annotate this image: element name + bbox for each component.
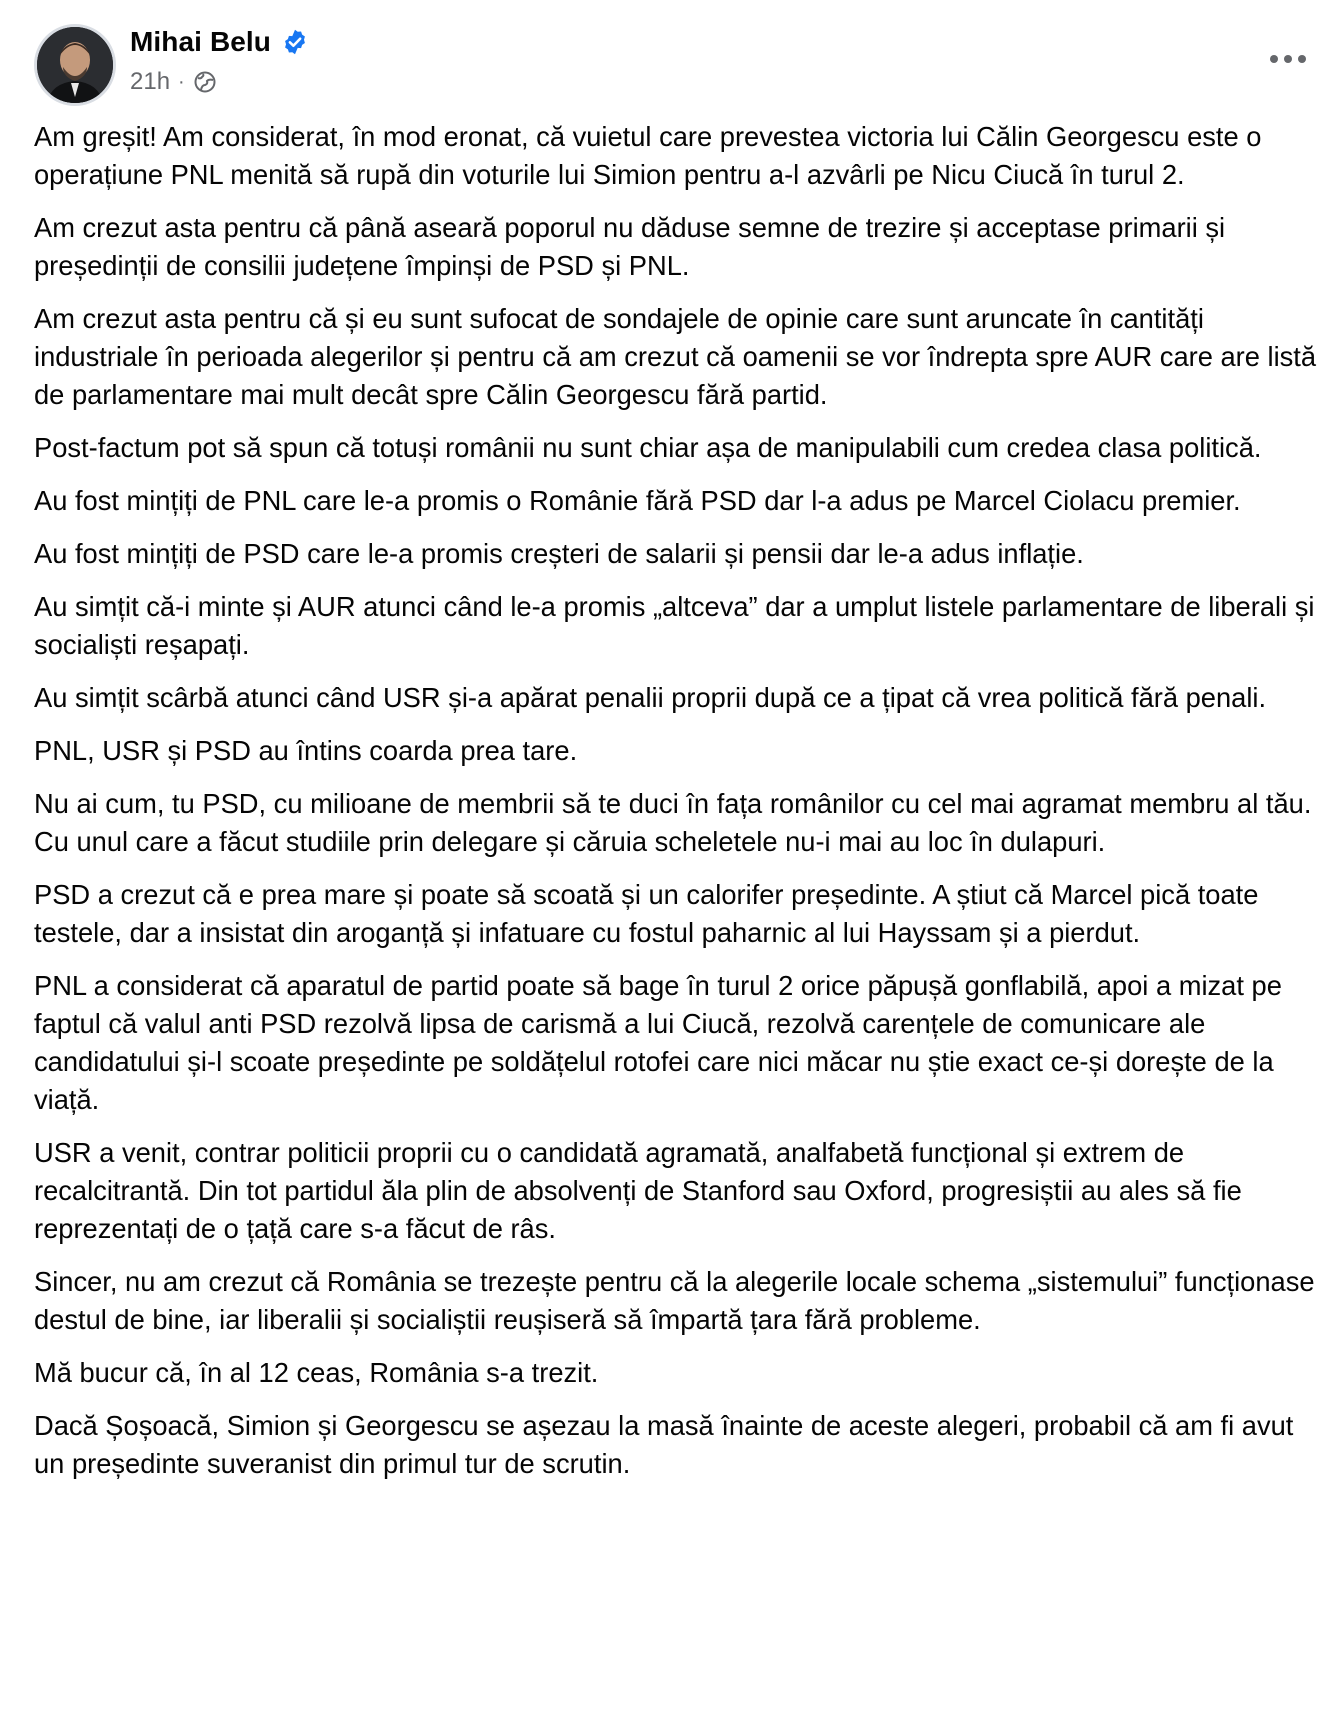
post-paragraph: Sincer, nu am crezut că România se trezește pentru că la alegerile locale schema „sistemului” funcționase destul de bine, iar liberalii și socialiștii reușiseră să împartă țara fără probleme. <box>34 1266 1315 1335</box>
post-paragraph: PNL a considerat că aparatul de partid poate să bage în turul 2 orice păpușă gonflabilă, apoi a mizat pe faptul că valul anti PSD rezolvă lipsa de carismă a lui Ciucă, rezolvă carențele de comunicare ale candidatului și-l scoate președinte pe soldățelul rotofei care nici măcar nu știe exact ce-și dorește de la viață. <box>34 970 1282 1115</box>
post-paragraph: Au simțit că-i minte și AUR atunci când le-a promis „altceva” dar a umplut listele parlamentare de liberali și socialiști reșapați. <box>34 591 1315 660</box>
post-paragraph: PSD a crezut că e prea mare și poate să scoată și un calorifer președinte. A știut că Marcel pică toate testele, dar a insistat din aroganță și infatuare cu fostul paharnic al lui Hayssam și a pierdut. <box>34 879 1259 948</box>
avatar-image <box>37 27 113 103</box>
author-line <box>130 26 309 58</box>
post-paragraph: Au simțit scârbă atunci când USR și-a apărat penalii proprii după ce a țipat că vrea politică fără penali. <box>34 682 1267 713</box>
post-paragraph: Au fost mințiți de PSD care le-a promis creșteri de salarii și pensii dar le-a adus inflație. <box>34 538 1084 569</box>
post-paragraph: Am crezut asta pentru că până aseară poporul nu dăduse semne de trezire și acceptase primarii și președinții de consilii județene împinși de PSD și PNL. <box>34 212 1226 281</box>
post-header <box>0 0 1342 120</box>
post-paragraph: Mă bucur că, în al 12 ceas, România s-a trezit. <box>34 1357 599 1388</box>
author-avatar[interactable] <box>34 24 116 106</box>
author-name[interactable]: Mihai Belu <box>130 26 272 57</box>
meta-separator: · <box>178 70 185 93</box>
post-paragraph: Au fost mințiți de PNL care le-a promis o Românie fără PSD dar l-a adus pe Marcel Ciolacu premier. <box>34 485 1241 516</box>
post-body <box>34 118 1324 1498</box>
post-paragraph: Am crezut asta pentru că și eu sunt sufocat de sondajele de opinie care sunt aruncate în cantități industriale în perioada alegerilor și pentru că am crezut că oamenii se vor îndrepta spre AUR care are listă de parlamentare mai mult decât spre Călin Georgescu fără partid. <box>34 303 1317 410</box>
more-options-icon[interactable] <box>1258 36 1318 82</box>
post-paragraph: PNL, USR și PSD au întins coarda prea tare. <box>34 735 578 766</box>
post-paragraph: Post-factum pot să spun că totuși românii nu sunt chiar așa de manipulabili cum credea clasa politică. <box>34 432 1262 463</box>
post-timestamp[interactable]: 21h <box>130 68 171 95</box>
post-paragraph: USR a venit, contrar politicii proprii cu o candidată agramată, analfabetă funcțional și extrem de recalcitrantă. Din tot partidul ăla plin de absolvenți de Stanford sau Oxford, progresiștii au ales să fie reprezentați de o țață care s-a făcut de râs. <box>34 1137 1242 1244</box>
verified-badge-icon <box>281 28 309 56</box>
post-paragraph: Am greșit! Am considerat, în mod eronat, că vuietul care prevestea victoria lui Călin Georgescu este o operațiune PNL menită să rupă din voturile lui Simion pentru a-l azvârli pe Nicu Ciucă în turul 2. <box>34 121 1262 190</box>
globe-icon[interactable] <box>193 70 217 94</box>
post-paragraph: Dacă Șoșoacă, Simion și Georgescu se așezau la masă înainte de aceste alegeri, probabil că am fi avut un președinte suveranist din primul tur de scrutin. <box>34 1410 1294 1479</box>
post-meta <box>130 68 217 96</box>
post-paragraph: Nu ai cum, tu PSD, cu milioane de membrii să te duci în fața românilor cu cel mai agramat membru al tău. Cu unul care a făcut studiile prin delegare și căruia scheletele nu-i mai au loc în dulapuri. <box>34 788 1312 857</box>
